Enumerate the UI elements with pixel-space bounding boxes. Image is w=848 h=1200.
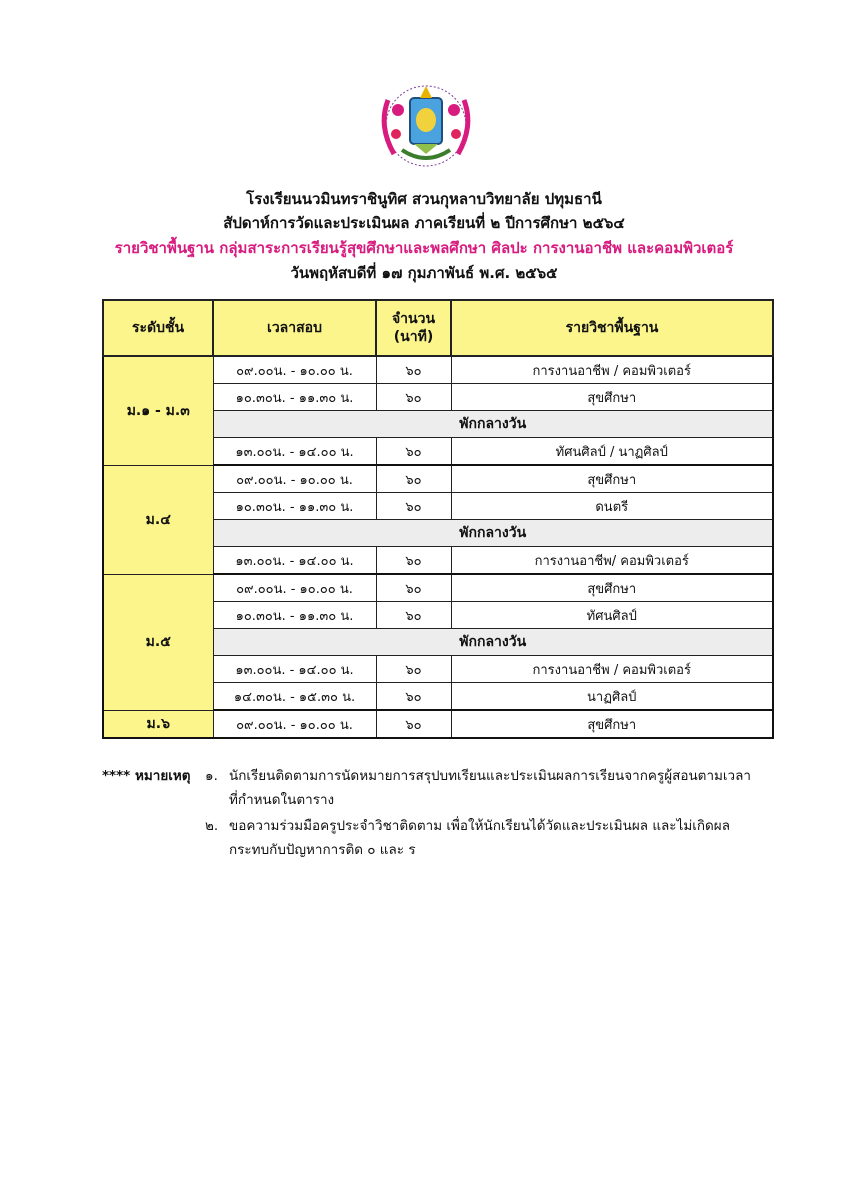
subject-cell: ดนตรี [451,493,773,520]
exam-time-cell: ๑๓.๐๐น. - ๑๔.๐๐ น. [213,656,376,683]
header-subject: รายวิชาพื้นฐาน [451,300,773,356]
subject-cell: สุขศึกษา [451,710,773,738]
grade-level-cell: ม.๑ - ม.๓ [103,356,213,465]
header-level: ระดับชั้น [103,300,213,356]
subjects-subheading: รายวิชาพื้นฐาน กลุ่มสาระการเรียนรู้สุขศึกษาและพลศึกษา ศิลปะ การงานอาชีพ และคอมพิวเตอร์ [114,239,734,257]
subject-cell: ทัศนศิลป์ / นาฏศิลป์ [451,438,773,466]
minutes-cell: ๖๐ [376,574,451,602]
subject-cell: สุขศึกษา [451,465,773,493]
exam-time-cell: ๐๙.๐๐น. - ๑๐.๐๐ น. [213,710,376,738]
minutes-cell: ๖๐ [376,656,451,683]
minutes-cell: ๖๐ [376,547,451,575]
minutes-cell: ๖๐ [376,493,451,520]
minutes-cell: ๖๐ [376,384,451,411]
exam-time-cell: ๑๓.๐๐น. - ๑๔.๐๐ น. [213,438,376,466]
exam-time-cell: ๑๐.๓๐น. - ๑๑.๓๐ น. [213,602,376,629]
table-header-row [103,300,773,356]
note-text-line: ที่กำหนดในตาราง [229,792,335,808]
subject-cell: การงานอาชีพ / คอมพิวเตอร์ [451,356,773,384]
grade-level-cell: ม.๖ [103,710,213,738]
minutes-cell: ๖๐ [376,356,451,384]
exam-time-cell: ๐๙.๐๐น. - ๑๐.๐๐ น. [213,574,376,602]
exam-time-cell: ๑๐.๓๐น. - ๑๑.๓๐ น. [213,384,376,411]
note-text-line: นักเรียนติดตามการนัดหมายการสรุปบทเรียนและประเมินผลการเรียนจากครูผู้สอนตามเวลา [229,768,751,784]
table-row [103,574,773,602]
subject-cell: การงานอาชีพ / คอมพิวเตอร์ [451,656,773,683]
notes-prefix: **** หมายเหตุ [102,768,191,784]
note-text-line: ขอความร่วมมือครูประจำวิชาติดตาม เพื่อให้นักเรียนได้วัดและประเมินผล และไม่เกิดผล [229,818,730,834]
exam-schedule-table [102,299,774,739]
assessment-week-heading: สัปดาห์การวัดและประเมินผล ภาคเรียนที่ ๒ ปีการศึกษา ๒๕๖๔ [223,214,625,232]
exam-date-heading: วันพฤหัสบดีที่ ๑๗ กุมภาพันธ์ พ.ศ. ๒๕๖๕ [290,264,558,282]
subject-cell: นาฏศิลป์ [451,683,773,711]
minutes-cell: ๖๐ [376,438,451,466]
exam-time-cell: ๑๔.๓๐น. - ๑๕.๓๐ น. [213,683,376,711]
school-name-heading: โรงเรียนนวมินทราชินูทิศ สวนกุหลาบวิทยาลัย ปทุมธานี [246,190,602,208]
minutes-cell: ๖๐ [376,683,451,711]
table-body [103,356,773,738]
school-emblem-logo [368,80,484,172]
subject-cell: สุขศึกษา [451,384,773,411]
subject-cell: สุขศึกษา [451,574,773,602]
table-row [103,710,773,738]
grade-level-cell: ม.๔ [103,465,213,574]
header-minutes-label: จำนวน (นาที) [391,311,436,345]
minutes-cell: ๖๐ [376,602,451,629]
exam-time-cell: ๐๙.๐๐น. - ๑๐.๐๐ น. [213,356,376,384]
table-row [103,465,773,493]
exam-time-cell: ๑๐.๓๐น. - ๑๑.๓๐ น. [213,493,376,520]
lunch-break-cell: พักกลางวัน [213,411,773,438]
subject-cell: การงานอาชีพ/ คอมพิวเตอร์ [451,547,773,575]
header-time: เวลาสอบ [213,300,376,356]
minutes-cell: ๖๐ [376,465,451,493]
exam-time-cell: ๐๙.๐๐น. - ๑๐.๐๐ น. [213,465,376,493]
minutes-cell: ๖๐ [376,710,451,738]
grade-level-cell: ม.๕ [103,574,213,710]
table-row [103,356,773,384]
note-number: ๑. [205,768,218,784]
note-text-line: กระทบกับปัญหาการติด ๐ และ ร [229,842,416,858]
lunch-break-cell: พักกลางวัน [213,629,773,656]
subject-cell: ทัศนศิลป์ [451,602,773,629]
lunch-break-cell: พักกลางวัน [213,520,773,547]
header-minutes [376,300,451,356]
note-number: ๒. [205,818,219,834]
exam-time-cell: ๑๓.๐๐น. - ๑๔.๐๐ น. [213,547,376,575]
